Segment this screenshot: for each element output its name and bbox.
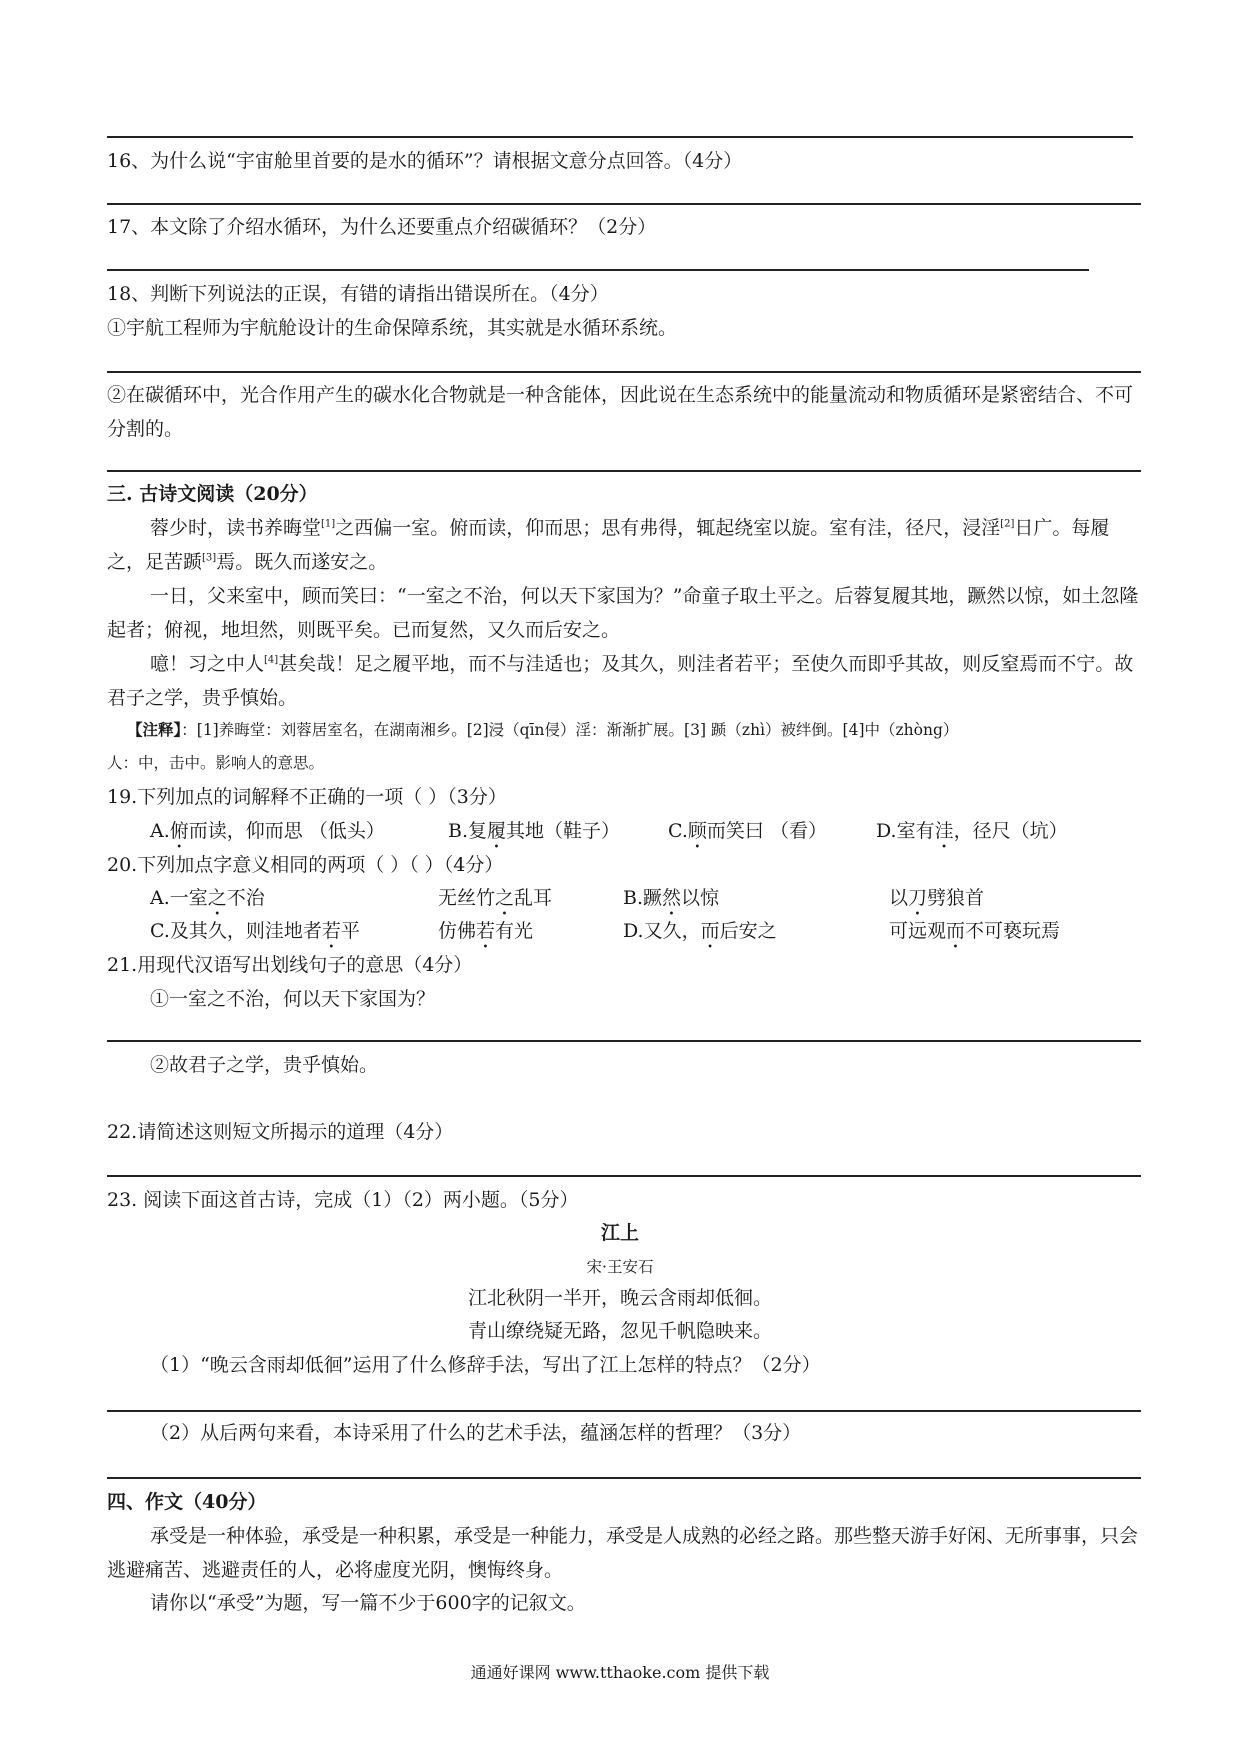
answer-line bbox=[107, 371, 1141, 373]
note-ref-2: [2] bbox=[1000, 518, 1015, 530]
dotted-char: 若 bbox=[321, 920, 341, 942]
question-21-item-2: ②故君子之学，贵乎慎始。 bbox=[150, 1054, 379, 1076]
section-3-heading: 三. 古诗文阅读（20分） bbox=[107, 483, 318, 505]
note-ref-3: [3] bbox=[202, 552, 217, 564]
annotation-label: 【注释】 bbox=[127, 720, 182, 739]
section-4-heading: 四、作文（40分） bbox=[107, 1491, 267, 1513]
question-19-option-c: C.顾而笑曰 （看） bbox=[668, 820, 827, 842]
poem-line-1: 江北秋阴一半开，晚云含雨却低徊。 bbox=[467, 1287, 772, 1309]
poem-title: 江上 bbox=[600, 1222, 639, 1244]
answer-line bbox=[107, 470, 1141, 472]
question-20-title: 20.下列加点字意义相同的两项（ ）（ ）（4分） bbox=[107, 854, 504, 876]
dotted-char: 而 bbox=[700, 920, 720, 942]
passage-paragraph-2: 一日，父来室中，顾而笑曰：“一室之不治，何以天下家国为？”命童子取土平之。后蓉复履其地，蹶然以惊，如土忽隆起者；俯视，地坦然，则既平矣。已而复然，又久而后安之。 bbox=[107, 585, 1139, 641]
question-20-option-a2: 无丝竹之乱耳 bbox=[438, 887, 553, 909]
answer-line bbox=[107, 136, 1133, 138]
question-23-sub-2: （2）从后两句来看，本诗采用了什么的艺术手法，蕴涵怎样的哲理？（3分） bbox=[150, 1422, 802, 1444]
question-22: 22.请简述这则短文所揭示的道理（4分） bbox=[107, 1121, 454, 1143]
dotted-char: 履 bbox=[487, 820, 507, 842]
dotted-char: 洼 bbox=[934, 820, 954, 842]
passage-text: 甚矣哉！足之履平地，而不与洼适也；及其久，则洼者若平；至使久而即乎其故，则反窒焉而不宁。故君子之学，贵乎慎始。 bbox=[107, 653, 1134, 709]
answer-line bbox=[107, 1410, 1141, 1412]
dotted-char: 刀 bbox=[908, 887, 928, 909]
passage-text: 日广。每履之，足苦踬 bbox=[107, 517, 1110, 573]
essay-prompt-paragraph: 承受是一种体验，承受是一种积累，承受是一种能力，承受是人成熟的必经之路。那些整天游手好闲、无所事事，只会逃避痛苦、逃避责任的人，必将虚度光阴，懊悔终身。 bbox=[107, 1525, 1139, 1581]
passage-paragraph-3 bbox=[107, 647, 1147, 715]
answer-line bbox=[107, 203, 1141, 205]
question-23-sub-1: （1）“晚云含雨却低徊”运用了什么修辞手法，写出了江上怎样的特点？（2分） bbox=[150, 1354, 821, 1376]
passage-paragraph-1 bbox=[107, 511, 1147, 579]
dotted-char: 而 bbox=[946, 920, 966, 942]
question-20-option-d2: 可远观而不可亵玩焉 bbox=[889, 920, 1061, 942]
essay-instruction: 请你以“承受”为题，写一篇不少于600字的记叙文。 bbox=[150, 1592, 586, 1614]
question-20-option-a1: A.一室之不治 bbox=[150, 887, 265, 909]
question-20-option-b1: B.蹶然以惊 bbox=[623, 887, 720, 909]
question-23-title: 23. 阅读下面这首古诗，完成（1）（2）两小题。（5分） bbox=[107, 1189, 579, 1211]
answer-line bbox=[107, 269, 1089, 271]
question-21-title: 21.用现代汉语写出划线句子的意思（4分） bbox=[107, 954, 473, 976]
question-20-option-c2: 仿佛若有光 bbox=[438, 920, 534, 942]
passage-text: 噫！习之中人 bbox=[150, 653, 265, 675]
dotted-char: 之 bbox=[495, 887, 515, 909]
question-19-title: 19.下列加点的词解释不正确的一项（ ）（3分） bbox=[107, 786, 507, 808]
question-18-item-2: ②在碳循环中，光合作用产生的碳水化合物就是一种含能体，因此说在生态系统中的能量流动和物质循环是紧密结合、不可分割的。 bbox=[107, 384, 1134, 440]
answer-line bbox=[107, 1175, 1141, 1177]
question-20-option-b2: 以刀劈狼首 bbox=[889, 887, 985, 909]
annotation-line-1 bbox=[127, 717, 958, 743]
question-20-option-c1: C.及其久，则洼地者若平 bbox=[150, 920, 360, 942]
page-footer: 通通好课网 www.tthaoke.com 提供下载 bbox=[470, 1663, 770, 1682]
dotted-char: 俯 bbox=[169, 820, 189, 842]
dotted-char: 然 bbox=[662, 887, 682, 909]
answer-line bbox=[107, 1040, 1141, 1042]
annotation-line-2: 人：中，击中。影响人的意思。 bbox=[107, 754, 325, 772]
dotted-char: 若 bbox=[476, 920, 496, 942]
question-19-option-b: B.复履其地（鞋子） bbox=[448, 820, 621, 842]
annotation-text: ：[1]养晦堂：刘蓉居室名，在湖南湘乡。[2]浸（qīn侵）淫：渐渐扩展。[3] 踬（zhì）被绊倒。[4]中（zhòng） bbox=[181, 721, 959, 739]
passage-text: 蓉少时，读书养晦堂 bbox=[150, 517, 322, 539]
question-18-item-1: ①宇航工程师为宇航舱设计的生命保障系统，其实就是水循环系统。 bbox=[107, 317, 678, 339]
note-ref-4: [4] bbox=[264, 654, 279, 666]
poem-author: 宋·王安石 bbox=[586, 1258, 654, 1276]
question-20-option-d1: D.又久，而后安之 bbox=[623, 920, 777, 942]
question-21-item-1: ①一室之不治，何以天下家国为？ bbox=[150, 988, 436, 1010]
poem-line-2: 青山缭绕疑无路，忽见千帆隐映来。 bbox=[467, 1320, 772, 1342]
passage-text: 焉。既久而遂安之。 bbox=[216, 551, 388, 573]
question-18-title: 18、判断下列说法的正误，有错的请指出错误所在。（4分） bbox=[107, 283, 609, 305]
question-17: 17、本文除了介绍水循环，为什么还要重点介绍碳循环？（2分） bbox=[107, 216, 657, 238]
question-19-option-d: D.室有洼，径尺（坑） bbox=[876, 820, 1068, 842]
dotted-char: 之 bbox=[207, 887, 227, 909]
question-16: 16、为什么说“宇宙舱里首要的是水的循环”？请根据文意分点回答。（4分） bbox=[107, 150, 743, 172]
passage-text: 之西偏一室。俯而读，仰而思；思有弗得，辄起绕室以旋。室有洼，径尺，浸淫 bbox=[335, 517, 1001, 539]
note-ref-1: [1] bbox=[321, 518, 336, 530]
dotted-char: 顾 bbox=[687, 820, 707, 842]
question-19-option-a: A.俯而读，仰而思 （低头） bbox=[150, 820, 385, 842]
answer-line bbox=[107, 1477, 1141, 1479]
